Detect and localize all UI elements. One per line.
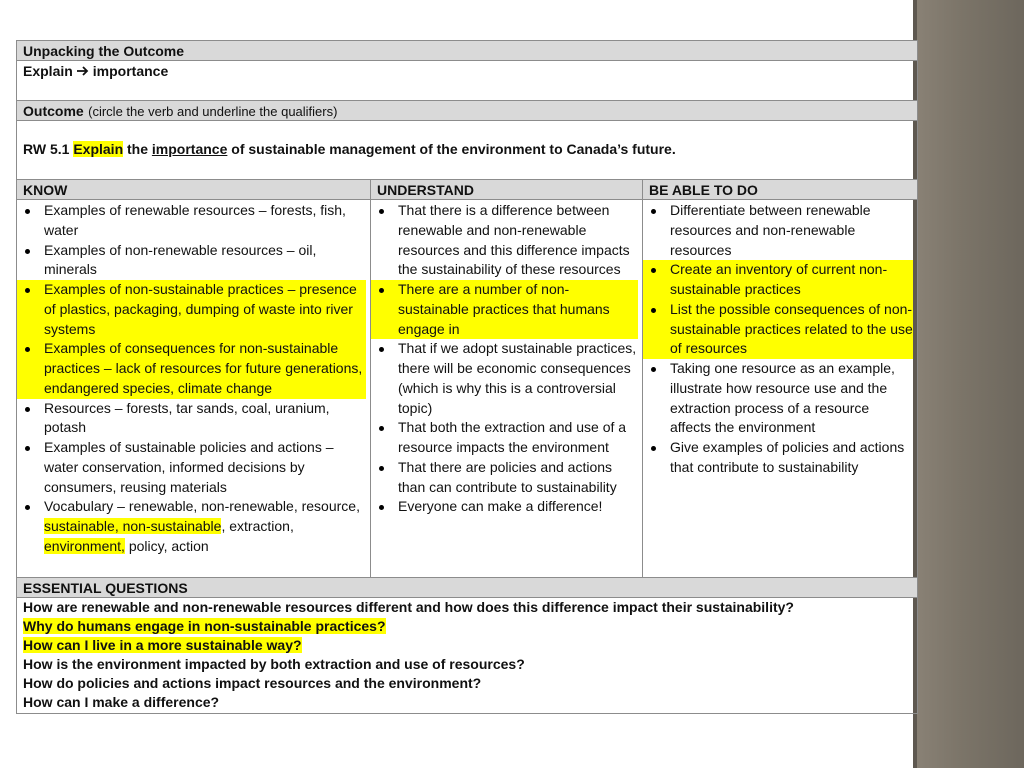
list-item: Differentiate between renewable resources and non-renewable resources <box>643 201 913 260</box>
outcome-the: the <box>127 141 149 157</box>
vocab-e: policy, action <box>128 537 209 554</box>
vocab-a: Vocabulary – renewable, non-renewable, resource, <box>44 498 360 515</box>
understand-list <box>371 201 642 517</box>
essential-header <box>17 578 917 598</box>
list-item: That there are policies and actions than can contribute to sustainability <box>371 458 638 498</box>
know-list <box>17 201 370 557</box>
outcome-header <box>17 101 917 121</box>
list-item: Create an inventory of current non-sustainable practices <box>643 260 913 300</box>
outcome-rest: of sustainable management of the environment to Canada’s future. <box>231 141 676 157</box>
vocab-sustainable: sustainable, non-sustainable <box>44 518 222 534</box>
outcome-qualifier: importance <box>151 141 228 157</box>
question-item: How is the environment impacted by both extraction and use of resources? <box>23 656 525 672</box>
outcome-code: RW 5.1 <box>23 141 70 157</box>
understand-column <box>371 200 643 577</box>
content-columns <box>17 200 917 578</box>
essential-title: ESSENTIAL QUESTIONS <box>23 580 188 596</box>
list-item: Everyone can make a difference! <box>371 497 638 517</box>
list-item: Give examples of policies and actions that contribute to sustainability <box>643 438 913 478</box>
unpacking-header <box>17 41 917 61</box>
able-list <box>643 201 917 478</box>
list-item: List the possible consequences of non-sustainable practices related to the use of resources <box>643 300 913 359</box>
outcome-verb: Explain <box>73 141 124 157</box>
unpacking-title: Unpacking the Outcome <box>23 43 185 59</box>
outcome-label: Outcome <box>23 103 84 119</box>
know-column <box>17 200 371 577</box>
able-column <box>643 200 917 577</box>
outcome-statement <box>17 121 917 180</box>
know-header: KNOW <box>17 180 371 199</box>
explain-left: Explain <box>23 63 73 79</box>
vocab-environment: environment, <box>44 537 125 554</box>
list-item: That there is a difference between renewable and non-renewable resources and this difference impacts the sustainability of these resources <box>371 201 638 280</box>
question-item: Why do humans engage in non-sustainable practices? <box>23 618 386 634</box>
question-item: How can I make a difference? <box>23 694 220 710</box>
decorative-sidebar <box>913 0 1024 768</box>
question-item: How are renewable and non-renewable resources different and how does this difference impact their sustainability? <box>23 599 794 615</box>
list-item-vocabulary <box>17 497 366 556</box>
list-item: Examples of renewable resources – forests, fish, water <box>17 201 366 241</box>
list-item: Examples of sustainable policies and actions – water conservation, informed decisions by consumers, reusing materials <box>17 438 366 497</box>
question-item: How can I live in a more sustainable way? <box>23 637 302 653</box>
list-item: Examples of consequences for non-sustainable practices – lack of resources for future generations, endangered species, climate change <box>17 339 366 398</box>
explain-right: importance <box>92 63 169 79</box>
column-headers <box>17 180 917 200</box>
outcome-instruction: (circle the verb and underline the qualifiers) <box>88 104 338 119</box>
list-item: Taking one resource as an example, illustrate how resource use and the extraction process of a resource affects the environment <box>643 359 913 438</box>
outcome-table <box>16 40 918 714</box>
list-item: There are a number of non-sustainable practices that humans engage in <box>371 280 638 339</box>
list-item: That if we adopt sustainable practices, there will be economic consequences (which is why this is a controversial topic) <box>371 339 638 418</box>
explain-row <box>17 61 917 101</box>
list-item: Resources – forests, tar sands, coal, uranium, potash <box>17 399 366 439</box>
understand-header: UNDERSTAND <box>371 180 643 199</box>
list-item: Examples of non-sustainable practices – presence of plastics, packaging, dumping of waste into river systems <box>17 280 366 339</box>
essential-questions <box>17 598 917 713</box>
list-item: Examples of non-renewable resources – oil, minerals <box>17 241 366 281</box>
vocab-c: , extraction, <box>221 518 294 534</box>
able-header: BE ABLE TO DO <box>649 182 758 198</box>
list-item: That both the extraction and use of a resource impacts the environment <box>371 418 638 458</box>
question-item: How do policies and actions impact resources and the environment? <box>23 675 482 691</box>
right-arrow-icon <box>76 65 90 77</box>
